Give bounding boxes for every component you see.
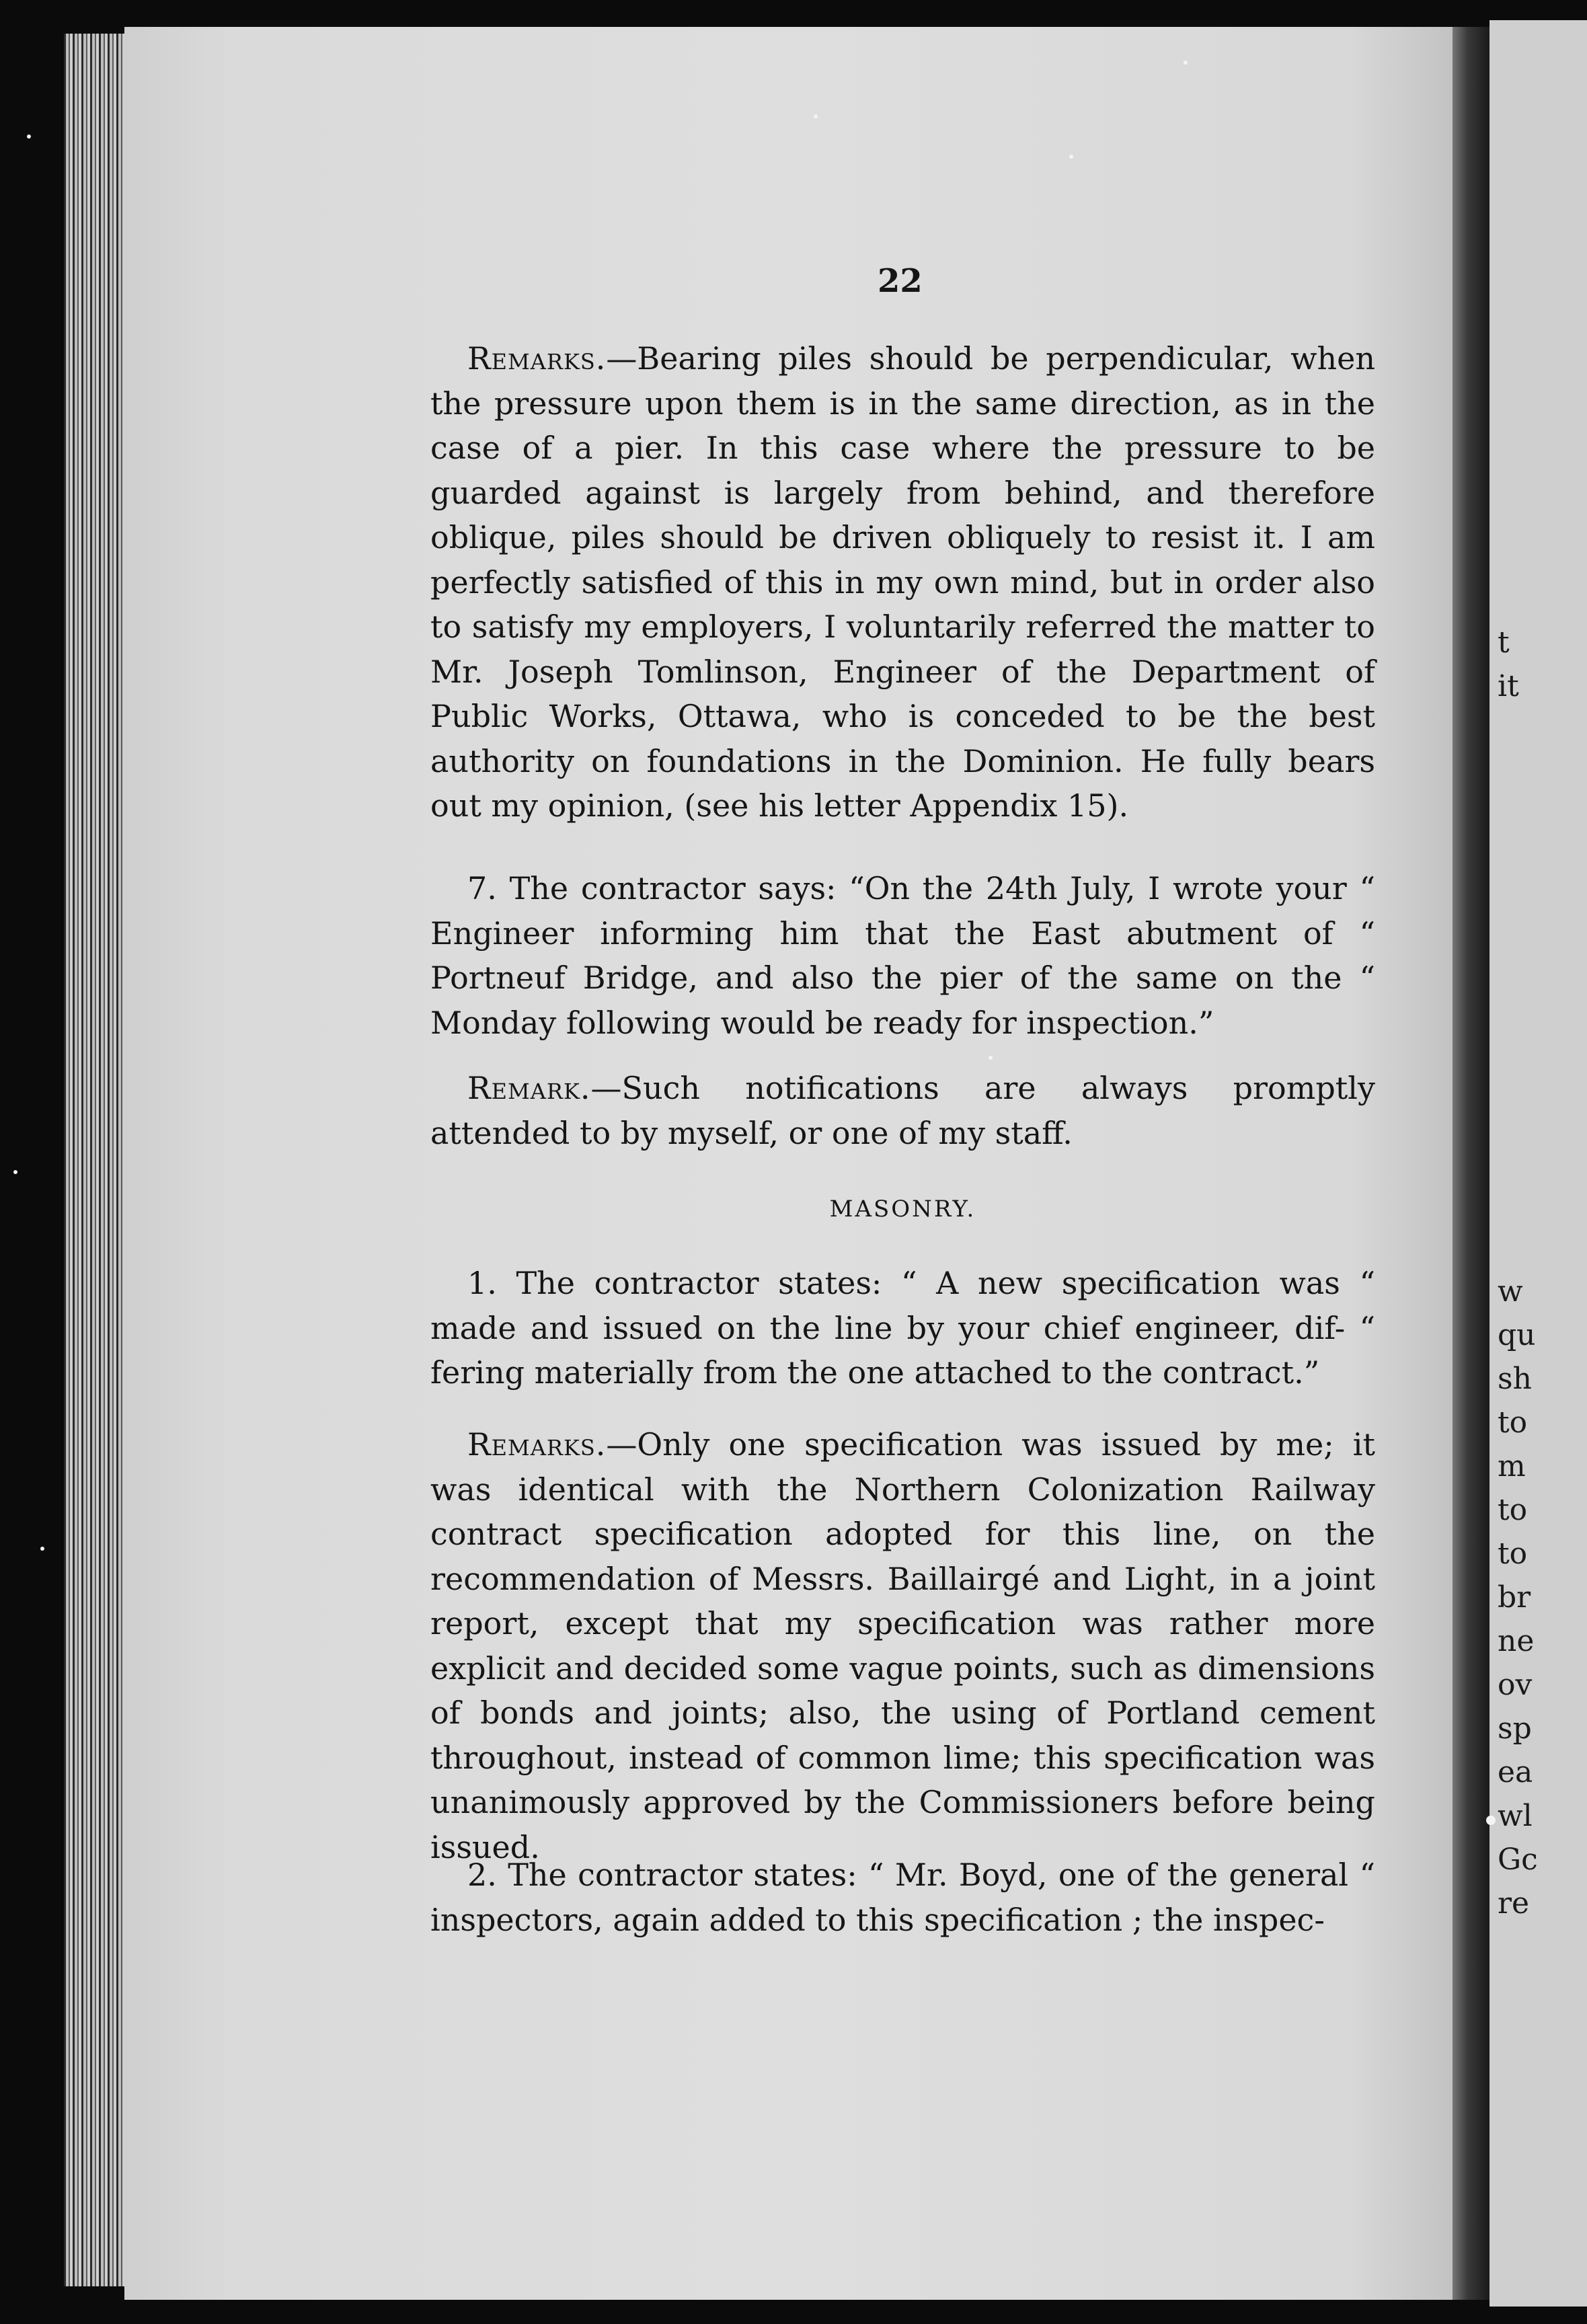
fragment-text: m [1498, 1449, 1526, 1483]
fragment-text: to [1498, 1537, 1528, 1571]
fragment-text: sh [1498, 1362, 1532, 1396]
scan-speck [1069, 155, 1073, 159]
scan-speck [27, 134, 31, 139]
paragraph-lead: Remarks. [467, 340, 607, 377]
section-heading-masonry: MASONRY. [829, 1196, 976, 1223]
scan-speck [1486, 1816, 1496, 1825]
paragraph-text: 1. The contractor states: “ A new specification was “ made and issued on the line by your chief engineer, dif- “ fering materially from the one attached to the contract.” [430, 1265, 1375, 1391]
paragraph-text: 7. The contractor says: “On the 24th July, I wrote your “ Engineer informing him that the East abutment of “ Portneuf Bridge, and also the pier of the same on the “ Monday following would be ready for inspection.” [430, 870, 1375, 1041]
scan-speck [989, 1056, 993, 1060]
page-number: 22 [878, 262, 923, 300]
fragment-text: br [1498, 1580, 1531, 1615]
fragment-text: Gc [1498, 1843, 1538, 1877]
scan-speck [13, 1170, 17, 1174]
fragment-text: ea [1498, 1755, 1533, 1789]
scan-speck [814, 114, 818, 118]
adjacent-page-fragment [1489, 20, 1587, 2307]
paragraph-masonry-1 [430, 1261, 1375, 1395]
paragraph-lead: Remark. [467, 1070, 591, 1106]
paragraph-text: —Such notifications are always promptly attended to by myself, or one of my staff. [430, 1070, 1375, 1151]
paragraph-remarks-piles [430, 336, 1375, 828]
fragment-text: t [1498, 625, 1510, 660]
paragraph-contractor-says-7 [430, 866, 1375, 1045]
fragment-text: w [1498, 1274, 1523, 1309]
paragraph-text: 2. The contractor states: “ Mr. Boyd, one of the general “ inspectors, again added to this specification ; the inspec- [430, 1857, 1375, 1938]
fragment-text: sp [1498, 1711, 1532, 1746]
paragraph-remarks-specification [430, 1422, 1375, 1869]
paragraph-text: —Only one specification was issued by me; it was identical with the Northern Colonization Railway contract specification adopted for this line, on the recommendation of Messrs. Baillairgé and Light, in a joint report, except that my specification was rather more explicit and decided some vague points, such as dimensions of bonds and joints; also, the using of Portland cement throughout, instead of common lime; this specification was unanimously approved by the Commissioners before being issued. [430, 1426, 1375, 1865]
page-gutter [1453, 27, 1489, 2300]
scan-speck [1184, 61, 1188, 65]
fragment-text: to [1498, 1405, 1528, 1440]
scan-speck [40, 1547, 44, 1551]
paragraph-text: —Bearing piles should be perpendicular, when the pressure upon them is in the same direction, as in the case of a pier. In this case where the pressure to be guarded against is largely from behind, and therefore oblique, piles should be driven obliquely to resist it. I am perfectly satisfied of this in my own mind, but in order also to satisfy my employers, I voluntarily referred the matter to Mr. Joseph Tomlinson, Engineer of the Department of Public Works, Ottawa, who is conceded to be the best authority on foundations in the Dominion. He fully bears out my opinion, (see his letter Appendix 15). [430, 340, 1375, 824]
fragment-text: ne [1498, 1624, 1535, 1658]
fragment-text: wl [1498, 1799, 1533, 1833]
paragraph-lead: Remarks. [467, 1426, 607, 1463]
fragment-text: to [1498, 1493, 1528, 1527]
paragraph-masonry-2 [430, 1853, 1375, 1942]
fragment-text: re [1498, 1886, 1530, 1921]
fragment-text: ov [1498, 1668, 1533, 1702]
paragraph-remark-notifications [430, 1066, 1375, 1155]
fragment-text: it [1498, 669, 1519, 703]
fragment-text: qu [1498, 1318, 1536, 1352]
